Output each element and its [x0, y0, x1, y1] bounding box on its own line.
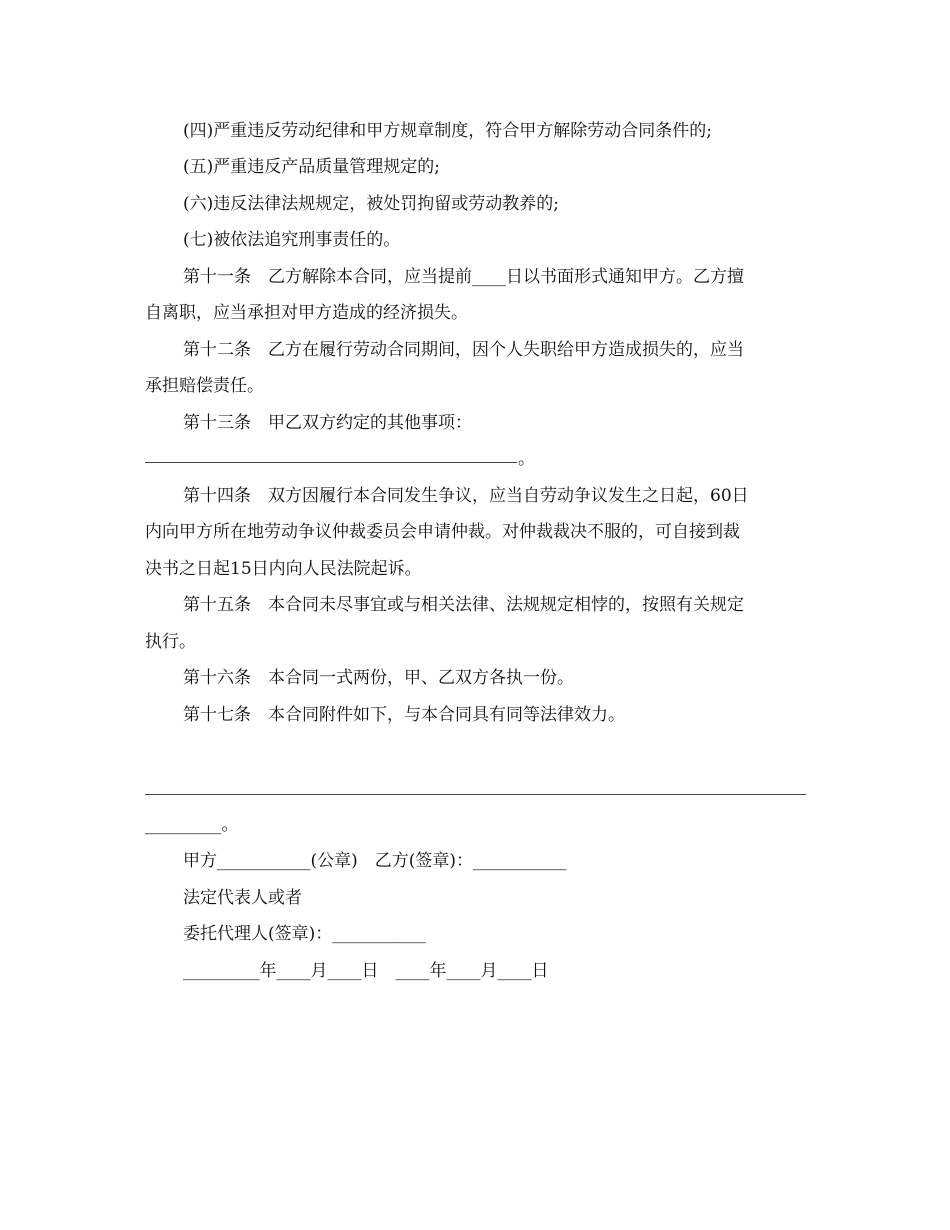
article-17: 第十七条 本合同附件如下，与本合同具有同等法律效力。: [183, 705, 625, 725]
article-16: 第十六条 本合同一式两份，甲、乙双方各执一份。: [183, 668, 574, 688]
article-15-line-2: 执行。: [145, 632, 196, 652]
clause-item-4: (四)严重违反劳动纪律和甲方规章制度，符合甲方解除劳动合同条件的;: [183, 121, 712, 141]
article-11-line-2: 自离职，应当承担对甲方造成的经济损失。: [145, 303, 468, 323]
attachment-fill-line: [145, 794, 806, 795]
article-13-line-1: 第十三条 甲乙双方约定的其他事项：: [183, 413, 472, 433]
clause-item-5: (五)严重违反产品质量管理规定的;: [183, 157, 440, 177]
clause-item-6: (六)违反法律法规规定，被处罚拘留或劳动教养的;: [183, 194, 559, 214]
article-13-period: 。: [518, 449, 535, 469]
article-15-line-1: 第十五条 本合同未尽事宜或与相关法律、法规规定相悖的，按照有关规定: [183, 595, 744, 615]
party-signature-line: 甲方___________(公章) 乙方(签章)：___________: [183, 851, 567, 871]
article-14-line-3: 决书之日起15日内向人民法院起诉。: [145, 559, 422, 579]
attachment-line-end: _________。: [145, 815, 239, 835]
article-12-line-2: 承担赔偿责任。: [145, 376, 264, 396]
article-14-line-2: 内向甲方所在地劳动争议仲裁委员会申请仲裁。对仲裁裁决不服的，可自接到裁: [145, 522, 740, 542]
agent-signature-line: 委托代理人(签章)：___________: [183, 924, 426, 944]
article-12-line-1: 第十二条 乙方在履行劳动合同期间，因个人失职给甲方造成损失的，应当: [183, 340, 744, 360]
article-14-line-1: 第十四条 双方因履行本合同发生争议，应当自劳动争议发生之日起，60日: [183, 486, 749, 506]
clause-item-7: (七)被依法追究刑事责任的。: [183, 230, 401, 250]
article-11-line-1: 第十一条 乙方解除本合同，应当提前____日以书面形式通知甲方。乙方擅: [183, 267, 744, 287]
blank-fill-line: [145, 462, 517, 463]
legal-representative-line: 法定代表人或者: [183, 888, 302, 908]
date-line: _________年____月____日 ____年____月____日: [183, 961, 549, 981]
